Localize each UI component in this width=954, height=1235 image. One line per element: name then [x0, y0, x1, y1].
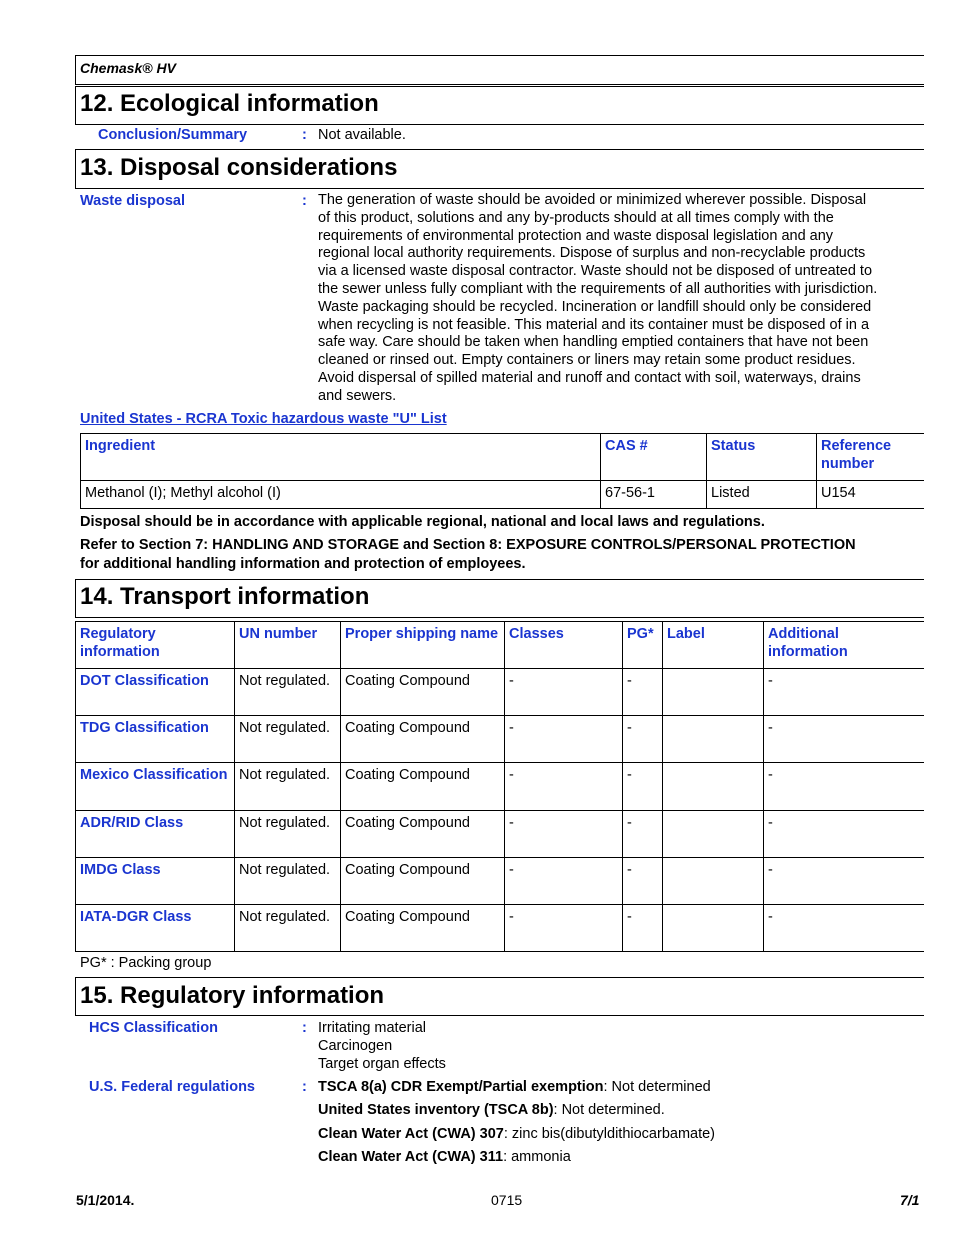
waste-disposal-text: [318, 192, 877, 406]
footer-code: 0715: [491, 1192, 523, 1208]
regulation-value: : Not determined.: [553, 1102, 665, 1118]
cell: Coating Compound: [341, 716, 505, 763]
cell: -: [505, 763, 623, 811]
cell: -: [764, 858, 925, 905]
footer-date: 5/1/2014.: [76, 1192, 135, 1208]
table-row: [81, 481, 925, 509]
col-cas: CAS #: [601, 434, 707, 481]
cell: Coating Compound: [341, 811, 505, 858]
row-label: IMDG Class: [76, 858, 235, 905]
federal-item: [318, 1102, 665, 1118]
cell: -: [623, 669, 663, 716]
federal-label: U.S. Federal regulations: [89, 1079, 255, 1095]
regulation-name: TSCA 8(a) CDR Exempt/Partial exemption: [318, 1079, 604, 1095]
cell: [663, 763, 764, 811]
conclusion-value: Not available.: [318, 127, 406, 143]
text-line: regional local authority requirements. Dispose of surplus and non-recyclable products: [318, 245, 866, 262]
cell: -: [505, 811, 623, 858]
cell: Methanol (I); Methyl alcohol (I): [81, 481, 601, 509]
refer-note-line2: for additional handling information and protection of employees.: [80, 556, 526, 572]
row-label: TDG Classification: [76, 716, 235, 763]
waste-disposal-label: Waste disposal: [80, 193, 186, 209]
hcs-label: HCS Classification: [89, 1020, 218, 1036]
cell: -: [764, 716, 925, 763]
col-label: Label: [663, 622, 764, 669]
col-pg: PG*: [623, 622, 663, 669]
text-line: requirements of environmental protection and waste disposal legislation and any: [318, 227, 834, 244]
cell: -: [764, 669, 925, 716]
cell: -: [623, 763, 663, 811]
cell: -: [764, 905, 925, 952]
cell: -: [623, 716, 663, 763]
colon: :: [302, 1079, 307, 1095]
row-label: DOT Classification: [76, 669, 235, 716]
disposal-note: Disposal should be in accordance with applicable regional, national and local laws and regulations.: [80, 514, 765, 530]
row-label: Mexico Classification: [76, 763, 235, 811]
cell: [663, 811, 764, 858]
col-shipping-name: Proper shipping name: [341, 622, 505, 669]
rcra-list-title: United States - RCRA Toxic hazardous waste "U" List: [80, 411, 447, 427]
text-line: safe way. Care should be taken when handling emptied containers that have not been: [318, 334, 869, 351]
row-label: IATA-DGR Class: [76, 905, 235, 952]
table-row: [76, 716, 925, 763]
refer-note-line1: Refer to Section 7: HANDLING AND STORAGE and Section 8: EXPOSURE CONTROLS/PERSONAL PROTECTION: [80, 537, 856, 553]
cell: Not regulated.: [235, 905, 341, 952]
cell: [663, 905, 764, 952]
federal-item: [318, 1149, 571, 1165]
cell: Coating Compound: [341, 858, 505, 905]
rcra-table: [80, 433, 924, 509]
section-15-title: 15. Regulatory information: [80, 982, 385, 1009]
text-line: when recycling is not feasible. This material and its container must be disposed of in a: [318, 316, 870, 333]
cell: U154: [817, 481, 925, 509]
cell: Not regulated.: [235, 858, 341, 905]
text-line: The generation of waste should be avoided or minimized wherever possible. Disposal: [318, 192, 867, 208]
table-row: [76, 858, 925, 905]
cell: Not regulated.: [235, 669, 341, 716]
regulation-value: : ammonia: [503, 1149, 571, 1165]
regulation-name: United States inventory (TSCA 8b): [318, 1102, 554, 1118]
cell: Coating Compound: [341, 763, 505, 811]
col-additional: Additional information: [764, 622, 925, 669]
hcs-item: Target organ effects: [318, 1055, 446, 1072]
table-row: [76, 811, 925, 858]
col-un-number: UN number: [235, 622, 341, 669]
cell: [663, 858, 764, 905]
text-line: via a licensed waste disposal contractor. Waste should not be disposed of untreated to: [318, 263, 873, 280]
table-row: [76, 669, 925, 716]
hcs-item: Carcinogen: [318, 1037, 393, 1054]
section-14-title: 14. Transport information: [80, 583, 370, 610]
cell: -: [505, 716, 623, 763]
section-12-title: 12. Ecological information: [80, 90, 379, 117]
regulation-name: Clean Water Act (CWA) 307: [318, 1126, 504, 1142]
cell: -: [764, 811, 925, 858]
regulation-name: Clean Water Act (CWA) 311: [318, 1149, 504, 1165]
col-status: Status: [707, 434, 817, 481]
colon: :: [302, 127, 307, 143]
table-header-row: [81, 434, 925, 481]
cell: Not regulated.: [235, 763, 341, 811]
cell: -: [623, 858, 663, 905]
product-header: [75, 55, 924, 85]
cell: -: [764, 763, 925, 811]
cell: Listed: [707, 481, 817, 509]
col-regulatory: Regulatory information: [76, 622, 235, 669]
cell: Coating Compound: [341, 905, 505, 952]
cell: -: [623, 905, 663, 952]
regulation-value: : zinc bis(dibutyldithiocarbamate): [503, 1126, 716, 1142]
cell: [663, 716, 764, 763]
cell: Coating Compound: [341, 669, 505, 716]
col-ingredient: Ingredient: [81, 434, 601, 481]
section-13-title: 13. Disposal considerations: [80, 154, 398, 181]
cell: -: [505, 669, 623, 716]
cell: [663, 669, 764, 716]
text-line: Avoid dispersal of spilled material and runoff and contact with soil, waterways, drains: [318, 369, 861, 386]
text-line: of this product, solutions and any by-products should at all times comply with the: [318, 209, 834, 226]
federal-item: [318, 1126, 715, 1142]
col-classes: Classes: [505, 622, 623, 669]
federal-item: [318, 1079, 711, 1095]
cell: Not regulated.: [235, 716, 341, 763]
hcs-values: [318, 1020, 446, 1073]
cell: -: [623, 811, 663, 858]
cell: Not regulated.: [235, 811, 341, 858]
row-label: ADR/RID Class: [76, 811, 235, 858]
colon: :: [302, 193, 307, 209]
product-name: Chemask® HV: [80, 60, 176, 76]
text-line: and sewers.: [318, 387, 397, 404]
colon: :: [302, 1020, 307, 1036]
cell: 67-56-1: [601, 481, 707, 509]
transport-table: [75, 621, 924, 952]
footer-page: 7/1: [900, 1192, 920, 1208]
table-row: [76, 763, 925, 811]
col-reference: Reference number: [817, 434, 925, 481]
packing-group-footnote: PG* : Packing group: [80, 955, 212, 971]
text-line: the sewer unless fully compliant with the requirements of all authorities with jurisdiction.: [318, 280, 878, 297]
cell: -: [505, 858, 623, 905]
text-line: Waste packaging should be recycled. Incineration or landfill should only be considered: [318, 298, 872, 315]
cell: -: [505, 905, 623, 952]
conclusion-label: Conclusion/Summary: [98, 127, 248, 143]
hcs-item: Irritating material: [318, 1020, 426, 1036]
table-header-row: [76, 622, 925, 669]
table-row: [76, 905, 925, 952]
text-line: cleaned or rinsed out. Empty containers or liners may retain some product residues.: [318, 352, 856, 369]
regulation-value: : Not determined: [603, 1079, 711, 1095]
